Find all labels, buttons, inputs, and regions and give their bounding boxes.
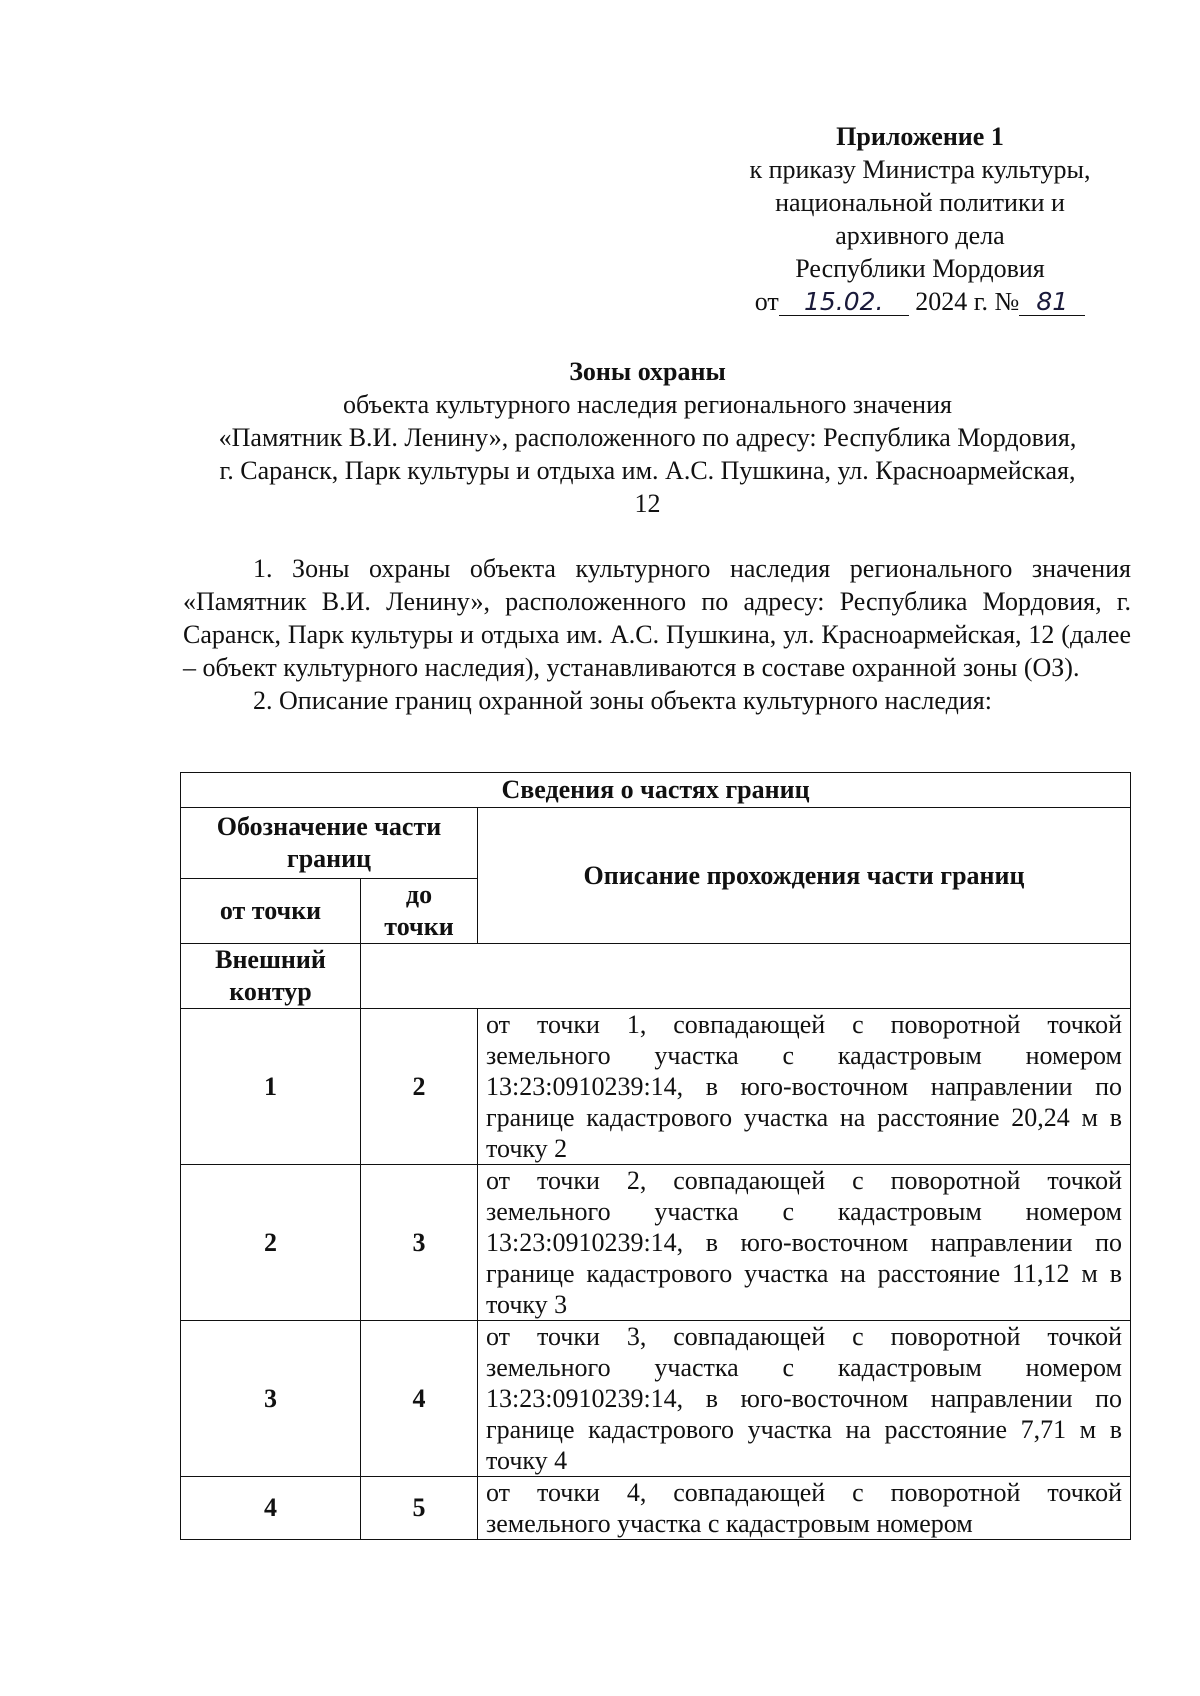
to-point: 3 <box>361 1165 478 1321</box>
table-row <box>181 1321 1131 1477</box>
paragraph-1: 1. Зоны охраны объекта культурного наследия регионального значения «Памятник В.И. Ленину», расположенного по адресу: Республика Мордовия, г. Саранск, Парк культуры и отдыха им. А.С. Пушкина, ул. Красноармейская, 12 (далее – объект культурного наследия), устанавливаются в составе охранной зоны (ОЗ). <box>183 554 1131 682</box>
boundary-description: от точки 3, совпадающей с поворотной точкой земельного участка с кадастровым номером 13:23:0910239:14, в юго-восточном направлении по границе кадастрового участка на расстояние 7,71 м в точку 4 <box>478 1321 1131 1477</box>
contour-row-empty <box>361 944 1131 1009</box>
table-row <box>181 1165 1131 1321</box>
boundary-table <box>180 772 1131 1540</box>
to-point: 5 <box>361 1477 478 1540</box>
table-header-main: Сведения о частях границ <box>181 773 1131 808</box>
title-line: г. Саранск, Парк культуры и отдыха им. А.С. Пушкина, ул. Красноармейская, <box>219 456 1076 485</box>
paragraph-2: 2. Описание границ охранной зоны объекта культурного наследия: <box>253 686 992 715</box>
appendix-line: к приказу Министра культуры, <box>749 155 1091 184</box>
from-point: 4 <box>181 1477 361 1540</box>
table-row <box>181 1477 1131 1540</box>
header-from-point: от точки <box>181 879 361 944</box>
table-row <box>181 1009 1131 1165</box>
boundary-description: от точки 1, совпадающей с поворотной точкой земельного участка с кадастровым номером 13:23:0910239:14, в юго-восточном направлении по границе кадастрового участка на расстояние 20,24 м в точку 2 <box>478 1009 1131 1165</box>
year-text: 2024 г. № <box>915 287 1020 316</box>
body-text <box>183 552 1131 717</box>
handwritten-date: 15.02. <box>779 289 909 316</box>
appendix-title: Приложение 1 <box>836 122 1004 151</box>
appendix-line: национальной политики и <box>775 188 1065 217</box>
title-line: 12 <box>634 489 661 518</box>
header-designation: Обозначение части границ <box>181 808 478 879</box>
header-to-point: до точки <box>361 879 478 944</box>
boundary-description: от точки 2, совпадающей с поворотной точкой земельного участка с кадастровым номером 13:23:0910239:14, в юго-восточном направлении по границе кадастрового участка на расстояние 11,12 м в точку 3 <box>478 1165 1131 1321</box>
from-point: 2 <box>181 1165 361 1321</box>
contour-label: Внешний контур <box>181 944 361 1009</box>
appendix-line: Республики Мордовия <box>795 254 1045 283</box>
appendix-line: архивного дела <box>835 221 1005 250</box>
order-date-line <box>700 285 1140 318</box>
title-main: Зоны охраны <box>569 357 726 386</box>
from-point: 1 <box>181 1009 361 1165</box>
title-line: «Памятник В.И. Ленину», расположенного по адресу: Республика Мордовия, <box>218 423 1077 452</box>
handwritten-order-number: 81 <box>1019 289 1085 316</box>
to-point: 2 <box>361 1009 478 1165</box>
title-line: объекта культурного наследия регионального значения <box>343 390 952 419</box>
boundary-description: от точки 4, совпадающей с поворотной точкой земельного участка с кадастровым номером <box>478 1477 1131 1540</box>
from-point: 3 <box>181 1321 361 1477</box>
header-description: Описание прохождения части границ <box>478 808 1131 944</box>
document-title <box>165 355 1130 520</box>
date-prefix: от <box>754 287 779 316</box>
appendix-block <box>700 120 1140 318</box>
to-point: 4 <box>361 1321 478 1477</box>
